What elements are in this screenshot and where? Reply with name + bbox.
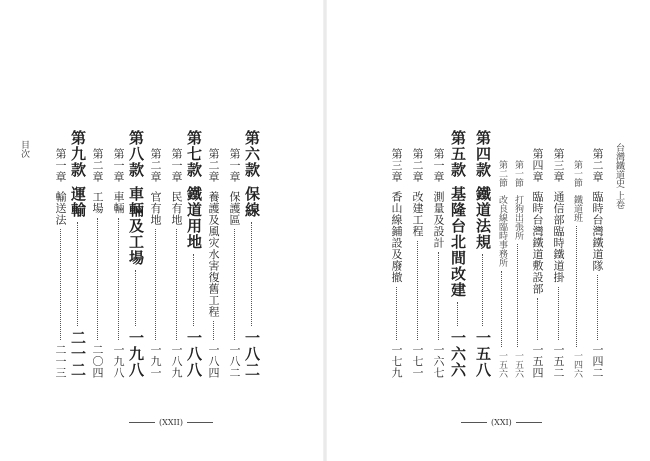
toc-chapter[interactable]: 第一章 車輛 一九八: [112, 148, 125, 378]
page-number: 一五四: [531, 343, 544, 378]
page-number: 一八四: [207, 343, 220, 378]
dot-leader: [176, 229, 177, 340]
toc-part-9[interactable]: 第九款 運輸 二一二: [69, 130, 87, 378]
dot-leader: [60, 229, 61, 340]
dot-leader: [155, 229, 156, 340]
page-number: 一五二: [552, 343, 565, 378]
page-number: 二一二: [69, 330, 87, 378]
dot-leader: [135, 270, 136, 326]
running-head-right: 台灣鐵道史 上卷: [614, 143, 624, 209]
toc-chapter[interactable]: 第一章 輸送法 二一三: [54, 148, 67, 378]
page-number: 二〇四: [91, 343, 104, 378]
page-number: 一八二: [243, 330, 261, 378]
page-number: 一七九: [390, 343, 403, 378]
dot-leader: [77, 222, 78, 326]
page-number: 一四六: [572, 351, 582, 378]
page-number: 一六六: [449, 330, 467, 378]
toc-chapter[interactable]: 第三章 通信部臨時鐵道掛 一五二: [552, 148, 565, 378]
dot-leader: [118, 218, 119, 340]
toc-chapter[interactable]: 第二章 臨時台灣鐵道隊 一四二: [591, 148, 604, 378]
dot-leader: [396, 287, 397, 340]
toc-chapter[interactable]: 第二章 官有地 一九一: [149, 148, 162, 378]
dot-leader: [482, 254, 483, 326]
page-number: 一八九: [170, 343, 183, 378]
toc-section[interactable]: 第二節 改良線臨時事務所 一五六: [497, 160, 507, 378]
dot-leader: [537, 298, 538, 340]
toc-chapter[interactable]: 第一章 測量及設計 一六七: [432, 148, 445, 378]
dot-leader: [597, 275, 598, 340]
toc-chapter[interactable]: 第二章 養護及風灾水害復舊工程 一八四: [207, 148, 220, 378]
page-number: 一九八: [112, 343, 125, 378]
dot-leader: [517, 244, 518, 347]
toc-section[interactable]: 第一節 鐵道班 一四六: [572, 160, 582, 378]
toc-part-7[interactable]: 第七款 鐵道用地 一八八: [185, 130, 203, 378]
page-number: 一五八: [474, 330, 492, 378]
page-number: 一九八: [127, 330, 145, 378]
toc-part-6[interactable]: 第六款 保線 一八二: [243, 130, 261, 378]
running-head-left: 目次: [19, 140, 29, 158]
dot-leader: [213, 321, 214, 340]
dot-leader: [457, 302, 458, 326]
folio-right: (XXI): [457, 418, 546, 427]
toc-section[interactable]: 第一節 打狗出張所 一五六: [513, 160, 523, 378]
page-number: 一七一: [411, 343, 424, 378]
toc-chapter[interactable]: 第一章 民有地 一八九: [170, 148, 183, 378]
dot-leader: [193, 254, 194, 326]
page-number: 一四二: [591, 343, 604, 378]
dot-leader: [576, 226, 577, 347]
right-page: [325, 0, 650, 461]
toc-chapter[interactable]: 第四章 臨時台灣鐵道敷設部 一五四: [531, 148, 544, 378]
page-number: 一五六: [497, 351, 507, 378]
toc-chapter[interactable]: 第二章 改建工程 一七一: [411, 148, 424, 378]
page-number: 一六七: [432, 343, 445, 378]
dot-leader: [417, 241, 418, 340]
page-number: 一五六: [513, 351, 523, 378]
page-number: 二一三: [54, 343, 67, 378]
folio-left: (XXII): [125, 418, 217, 427]
toc-chapter[interactable]: 第二章 工場 二〇四: [91, 148, 104, 378]
page-number: 一八二: [228, 343, 241, 378]
dot-leader: [234, 229, 235, 340]
dot-leader: [251, 222, 252, 326]
toc-part-8[interactable]: 第八款 車輛及工場 一九八: [127, 130, 145, 378]
dot-leader: [438, 252, 439, 340]
toc-chapter[interactable]: 第三章 香山線鋪設及廢撤 一七九: [390, 148, 403, 378]
toc-part-5[interactable]: 第五款 基隆台北間改建 一六六: [449, 130, 467, 378]
toc-part-4[interactable]: 第四款 鐵道法規 一五八: [474, 130, 492, 378]
toc-chapter[interactable]: 第一章 保護區 一八二: [228, 148, 241, 378]
dot-leader: [501, 271, 502, 347]
page-number: 一九一: [149, 343, 162, 378]
dot-leader: [558, 287, 559, 340]
page-number: 一八八: [185, 330, 203, 378]
dot-leader: [97, 218, 98, 340]
